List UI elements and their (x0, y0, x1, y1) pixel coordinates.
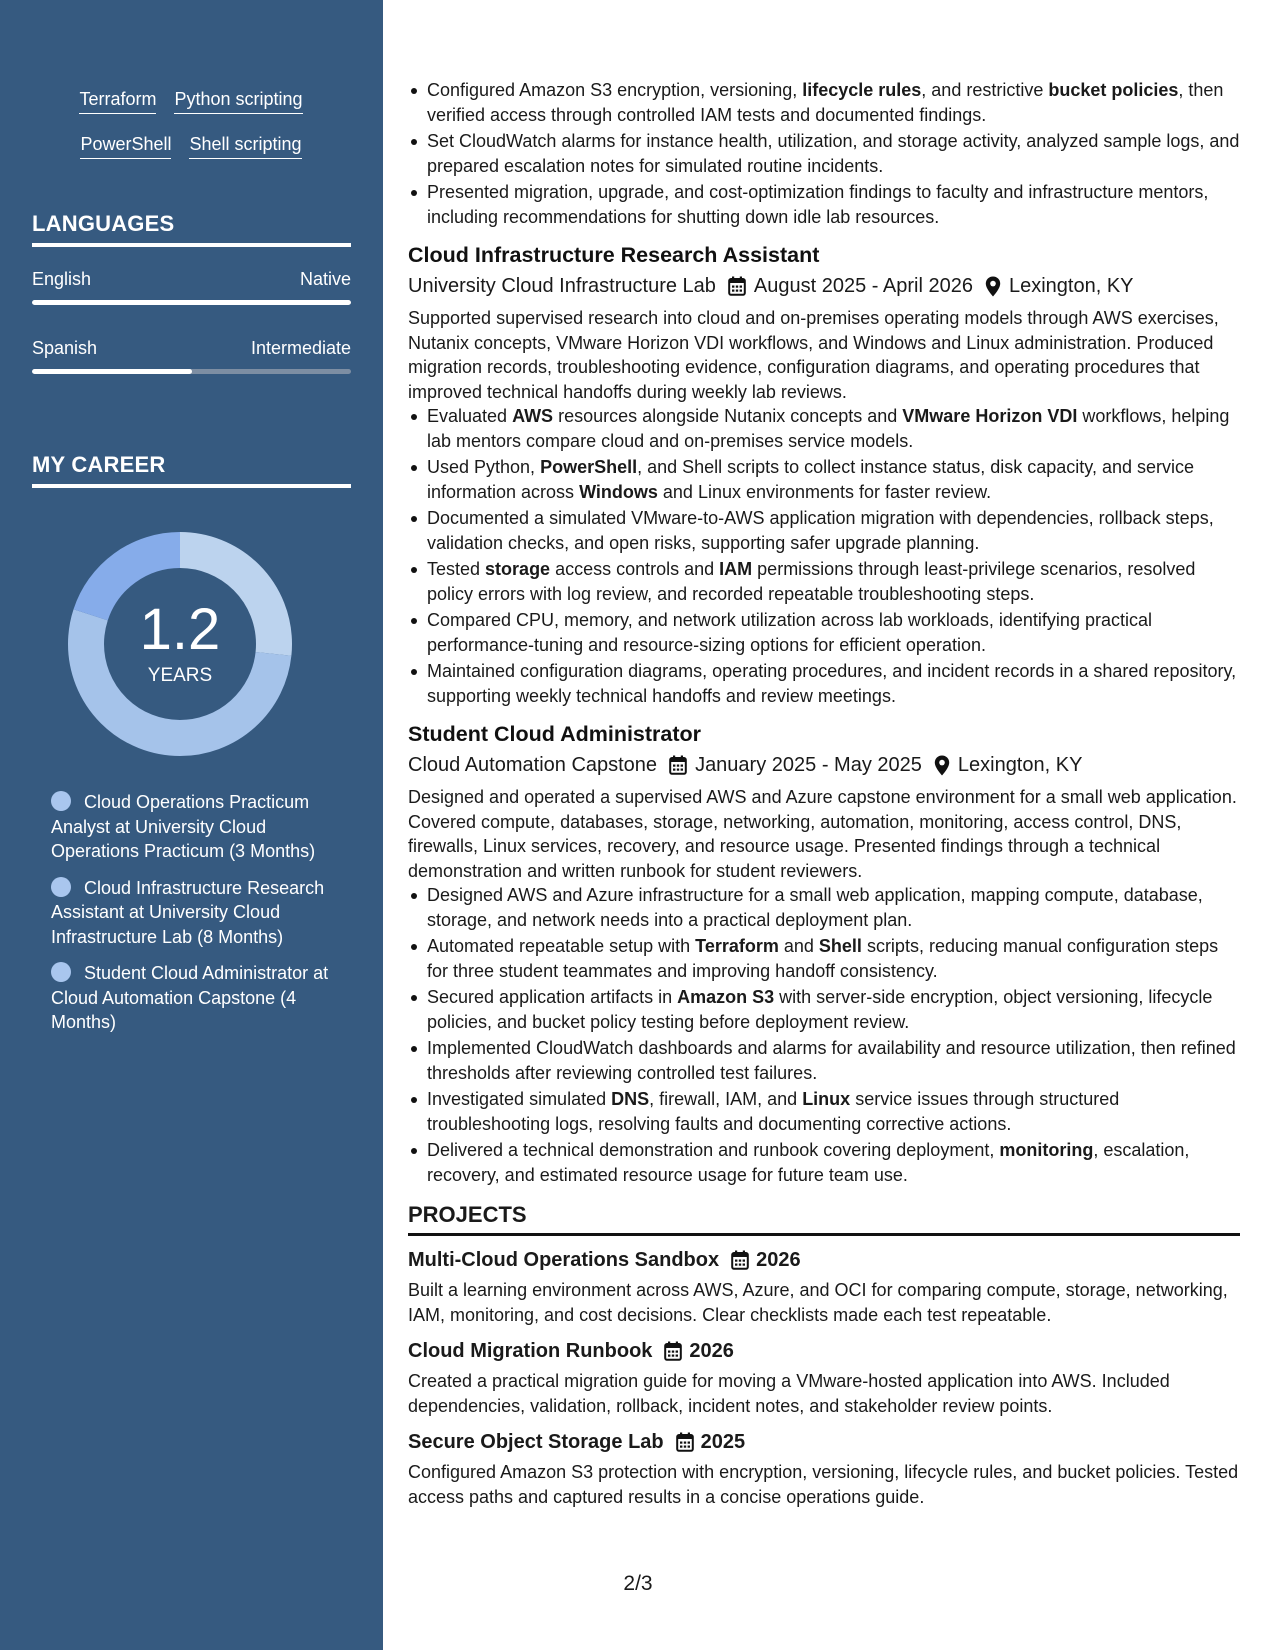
calendar-icon (669, 755, 687, 775)
language-spanish (32, 336, 351, 374)
calendar-icon (676, 1432, 694, 1452)
bullet-item: Secured application artifacts in Amazon S3 with server-side encryption, object versioning, lifecycle policies, and bucket policy testing before deployment review. (408, 985, 1240, 1034)
job-company: Cloud Automation Capstone (408, 754, 658, 776)
job-summary: Designed and operated a supervised AWS and Azure capstone environment for a small web application. Covered compute, databases, storage, networking, automation, monitoring, access control, DNS, firewalls, Linux services, recovery, and resource usage. Presented findings through a technical demonstration and written runbook for student reviewers. (408, 787, 1237, 881)
language-level: Native (299, 269, 351, 289)
language-bar (32, 369, 351, 374)
calendar-icon (728, 276, 746, 296)
project-entry (408, 1338, 1240, 1418)
language-row (32, 336, 351, 360)
job-entry (408, 720, 1240, 1187)
career-heading: MY CAREER (32, 451, 351, 488)
bullet-item: Automated repeatable setup with Terraform and Shell scripts, reducing manual configuration steps for three student teammates and improving handoff consistency. (408, 934, 1240, 983)
job-meta (408, 272, 1240, 300)
project-description: Created a practical migration guide for moving a VMware-hosted application into AWS. Included dependencies, validation, rollback, incident notes, and stakeholder review points. (408, 1371, 1170, 1416)
bullet-item: Tested storage access controls and IAM permissions through least-privilege scenarios, resolved policy errors with log review, and recorded repeatable troubleshooting steps. (408, 557, 1240, 606)
skill-tag: Terraform (79, 86, 156, 114)
job-bullets (408, 404, 1240, 708)
job-dates: August 2025 - April 2026 (753, 275, 973, 297)
job-meta (408, 751, 1240, 779)
bullet-item: Maintained configuration diagrams, operating procedures, and incident records in a shared repository, supporting weekly technical handoffs and review meetings. (408, 659, 1240, 708)
job-title: Student Cloud Administrator (408, 722, 702, 746)
sidebar (0, 0, 383, 1650)
career-item (51, 876, 331, 950)
project-title: Multi-Cloud Operations Sandbox (408, 1249, 720, 1271)
job-title: Cloud Infrastructure Research Assistant (408, 243, 820, 267)
bullet-item: Set CloudWatch alarms for instance health, utilization, and storage activity, analyzed sample logs, and prepared escalation notes for simulated routine incidents. (408, 129, 1240, 178)
languages-heading: LANGUAGES (32, 210, 351, 247)
skills-row (32, 86, 350, 114)
project-entry (408, 1429, 1240, 1509)
bullet-item: Designed AWS and Azure infrastructure for a small web application, mapping compute, database, storage, and network needs into a practical deployment plan. (408, 883, 1240, 932)
project-entry (408, 1247, 1240, 1327)
project-title: Secure Object Storage Lab (408, 1431, 664, 1453)
bullet-dot-icon (51, 962, 71, 982)
bullet-item: Investigated simulated DNS, firewall, IAM, and Linux service issues through structured troubleshooting logs, resolving faults and documenting corrective actions. (408, 1087, 1240, 1136)
bullet-item: Configured Amazon S3 encryption, versioning, lifecycle rules, and restrictive bucket policies, then verified access through controlled IAM tests and documented findings. (408, 78, 1240, 127)
bullet-item: Delivered a technical demonstration and runbook covering deployment, monitoring, escalation, recovery, and estimated resource usage for future team use. (408, 1138, 1240, 1187)
skill-tag: Shell scripting (189, 131, 301, 159)
job-bullets (408, 883, 1240, 1187)
language-bar (32, 300, 351, 305)
project-description: Configured Amazon S3 protection with encryption, versioning, lifecycle rules, and bucket policies. Tested access paths and captured results in a concise operations guide. (408, 1462, 1239, 1507)
career-item-text: Cloud Infrastructure Research Assistant at University Cloud Infrastructure Lab (8 Months) (51, 877, 325, 947)
location-pin-icon (934, 755, 950, 776)
skills-row (32, 131, 350, 159)
career-list (51, 790, 331, 1047)
language-english (32, 267, 351, 305)
career-item (51, 961, 331, 1035)
projects-heading: PROJECTS (408, 1201, 1240, 1236)
project-description: Built a learning environment across AWS, Azure, and OCI for comparing compute, storage, networking, IAM, monitoring, and cost decisions. Clear checklists made each test repeatable. (408, 1280, 1228, 1325)
job-company: University Cloud Infrastructure Lab (408, 275, 716, 297)
career-total-years: 1.2 (139, 597, 221, 662)
language-name: Spanish (32, 338, 98, 358)
bullet-item: Presented migration, upgrade, and cost-optimization findings to faculty and infrastructure mentors, including recommendations for shutting down idle lab resources. (408, 180, 1240, 229)
location-pin-icon (985, 276, 1001, 297)
language-name: English (32, 269, 92, 289)
project-title-row (408, 1429, 1240, 1455)
skill-tag: PowerShell (80, 131, 171, 159)
calendar-icon (664, 1341, 682, 1361)
bullet-item: Compared CPU, memory, and network utilization across lab workloads, identifying practical performance-tuning and resource-sizing options for efficient operation. (408, 608, 1240, 657)
career-item-text: Student Cloud Administrator at Cloud Automation Capstone (4 Months) (51, 963, 329, 1032)
bullet-item: Used Python, PowerShell, and Shell scripts to collect instance status, disk capacity, and service information across Windows and Linux environments for faster review. (408, 455, 1240, 504)
career-years-label: YEARS (147, 665, 213, 686)
project-year: 2025 (700, 1431, 746, 1453)
bullet-item: Documented a simulated VMware-to-AWS application migration with dependencies, rollback steps, validation checks, and open risks, supporting safer upgrade planning. (408, 506, 1240, 555)
project-title-row (408, 1338, 1240, 1364)
skill-tag: Python scripting (174, 86, 302, 114)
main-content (408, 78, 1240, 1509)
language-level: Intermediate (250, 338, 351, 358)
project-year: 2026 (756, 1249, 801, 1271)
continued-bullets (408, 78, 1240, 229)
project-title: Cloud Migration Runbook (408, 1340, 653, 1362)
bullet-dot-icon (51, 877, 71, 897)
page-number: 2/3 (623, 1572, 653, 1595)
job-location: Lexington, KY (957, 754, 1083, 776)
skills-list (32, 86, 350, 176)
language-row (32, 267, 351, 291)
bullet-item: Evaluated AWS resources alongside Nutanix concepts and VMware Horizon VDI workflows, helping lab mentors compare cloud and on-premises service models. (408, 404, 1240, 453)
bullet-dot-icon (51, 791, 71, 811)
calendar-icon (731, 1250, 749, 1270)
language-bar-fill (32, 300, 351, 305)
job-summary: Supported supervised research into cloud and on-premises operating models through AWS exercises, Nutanix concepts, VMware Horizon VDI workflows, and Windows and Linux administration. Produced migration records, troubleshooting evidence, configuration diagrams, and operating procedures that improved technical handoffs during weekly lab reviews. (408, 308, 1219, 402)
bullet-item: Implemented CloudWatch dashboards and alarms for availability and resource utilization, then refined thresholds after reviewing controlled test failures. (408, 1036, 1240, 1085)
career-item (51, 790, 331, 864)
job-dates: January 2025 - May 2025 (695, 754, 922, 776)
job-entry (408, 241, 1240, 708)
project-year: 2026 (689, 1340, 734, 1362)
career-item-text: Cloud Operations Practicum Analyst at University Cloud Operations Practicum (3 Months) (51, 792, 316, 861)
project-title-row (408, 1247, 1240, 1273)
language-bar-fill (32, 369, 192, 374)
job-location: Lexington, KY (1008, 275, 1134, 297)
